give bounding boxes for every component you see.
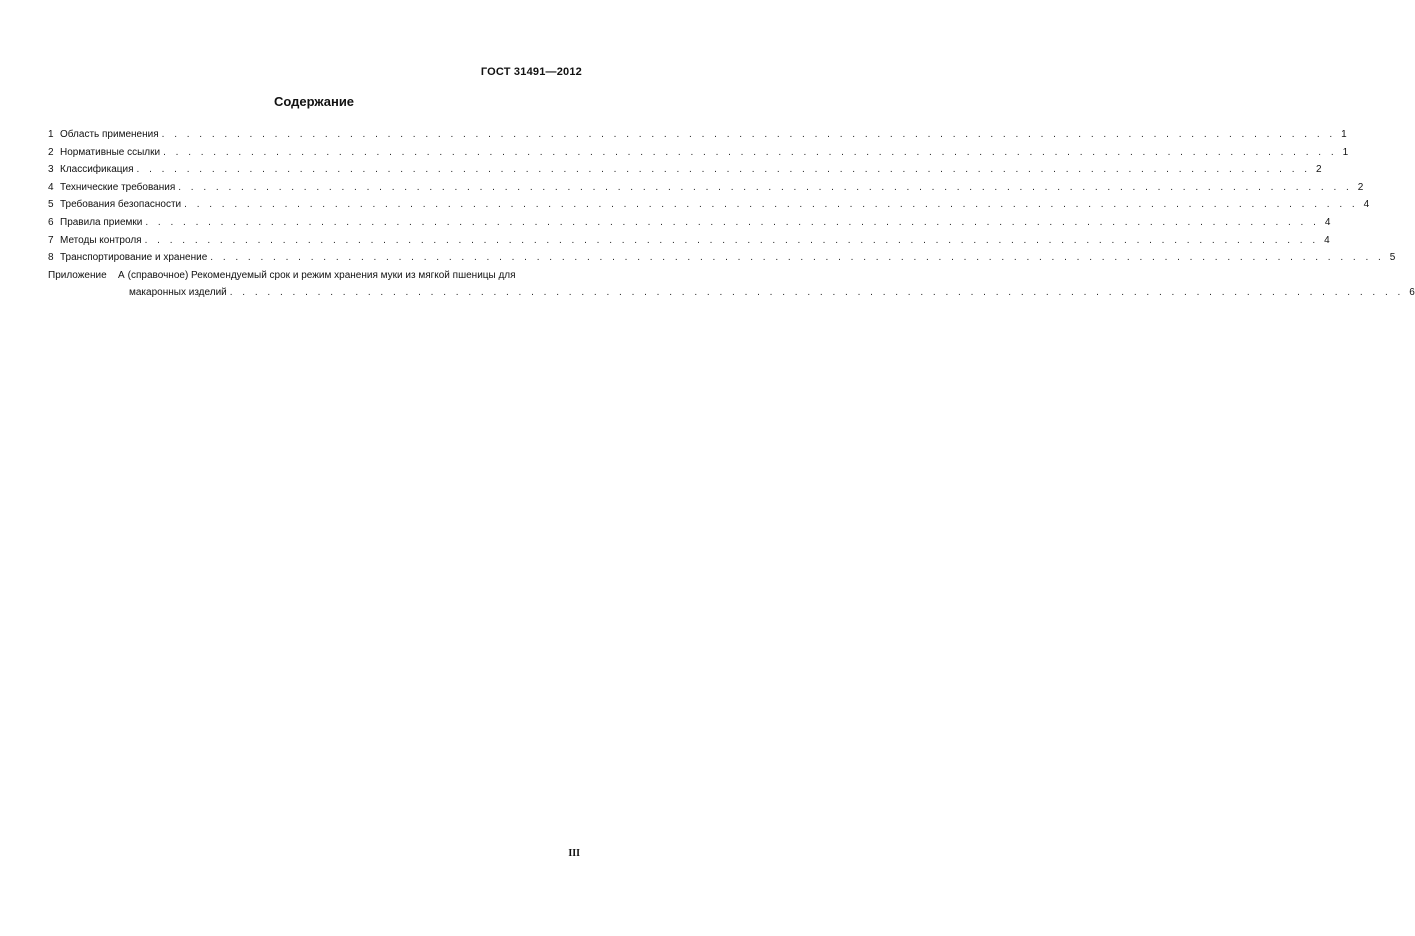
toc-entry-number: 3: [48, 164, 54, 176]
toc-entry-page: 5: [1389, 252, 1396, 264]
table-of-contents: [48, 126, 1415, 302]
toc-entry-number: 8: [48, 252, 54, 264]
toc-dot-leader: . . . . . . . . . . . . . . . . . . . . . . . . . . . . . . . . . . . . . . . . . . . . . . . . . . . . . . . . . . . . . . . . . . . . . . . . . . . . . . . . . . . . . . . . . . . . . .: [229, 287, 1404, 299]
toc-entry-page: 1: [1342, 146, 1349, 158]
toc-dot-leader: . . . . . . . . . . . . . . . . . . . . . . . . . . . . . . . . . . . . . . . . . . . . . . . . . . . . . . . . . . . . . . . . . . . . . . . . . . . . . . . . . . . . . . . . . . . . . .: [163, 146, 1338, 158]
toc-entry-page: 4: [1324, 234, 1330, 246]
toc-title: Содержание: [273, 94, 355, 109]
toc-appendix-continuation[interactable]: [48, 284, 1415, 302]
toc-entry-title: Нормативные ссылки: [60, 146, 161, 158]
toc-entry-number: 6: [48, 216, 54, 228]
toc-entry[interactable]: [48, 144, 1349, 162]
appendix-title-line1: (справочное) Рекомендуемый срок и режим хранения муки из мягкой пшеницы для: [127, 269, 516, 281]
toc-entry[interactable]: [48, 249, 1396, 267]
toc-dot-leader: . . . . . . . . . . . . . . . . . . . . . . . . . . . . . . . . . . . . . . . . . . . . . . . . . . . . . . . . . . . . . . . . . . . . . . . . . . . . . . . . . . . . . . . . . . . . . .: [210, 252, 1385, 264]
toc-entry-page: 2: [1357, 181, 1364, 193]
appendix-letter: А: [118, 269, 125, 281]
toc-entry[interactable]: [48, 161, 1322, 179]
toc-entry-page: 4: [1363, 199, 1370, 211]
toc-entry-title: Область применения: [60, 129, 159, 140]
toc-dot-leader: . . . . . . . . . . . . . . . . . . . . . . . . . . . . . . . . . . . . . . . . . . . . . . . . . . . . . . . . . . . . . . . . . . . . . . . . . . . . . . . . . . . . . . . . . . . . . .: [136, 164, 1311, 176]
toc-entry-page: 4: [1324, 216, 1331, 228]
appendix-page: 6: [1409, 287, 1415, 299]
toc-entry-page: 2: [1316, 164, 1322, 176]
toc-dot-leader: . . . . . . . . . . . . . . . . . . . . . . . . . . . . . . . . . . . . . . . . . . . . . . . . . . . . . . . . . . . . . . . . . . . . . . . . . . . . . . . . . . . . . . . . . . . . . .: [145, 216, 1320, 228]
toc-dot-leader: . . . . . . . . . . . . . . . . . . . . . . . . . . . . . . . . . . . . . . . . . . . . . . . . . . . . . . . . . . . . . . . . . . . . . . . . . . . . . . . . . . . . . . . . . . . . . .: [144, 234, 1319, 246]
toc-entry-page: 1: [1341, 129, 1347, 140]
toc-appendix-entry[interactable]: [48, 267, 583, 285]
toc-entry-title: Транспортирование и хранение: [60, 252, 208, 264]
toc-entry-title: Правила приемки: [60, 216, 143, 228]
toc-entry-number: 4: [48, 181, 54, 193]
appendix-title-line2: макаронных изделий: [129, 287, 227, 299]
toc-entry[interactable]: [48, 126, 1347, 144]
toc-entry[interactable]: [48, 179, 1364, 197]
toc-entry[interactable]: [48, 196, 1370, 214]
toc-entry-number: 7: [48, 234, 54, 246]
toc-dot-leader: . . . . . . . . . . . . . . . . . . . . . . . . . . . . . . . . . . . . . . . . . . . . . . . . . . . . . . . . . . . . . . . . . . . . . . . . . . . . . . . . . . . . . . . . . . . . . .: [161, 129, 1336, 140]
toc-dot-leader: . . . . . . . . . . . . . . . . . . . . . . . . . . . . . . . . . . . . . . . . . . . . . . . . . . . . . . . . . . . . . . . . . . . . . . . . . . . . . . . . . . . . . . . . . . . . . .: [184, 199, 1359, 211]
toc-entry-title: Методы контроля: [60, 234, 142, 246]
toc-entry-number: 1: [48, 129, 54, 140]
toc-entry[interactable]: [48, 214, 1331, 232]
toc-entry-number: 2: [48, 146, 54, 158]
toc-entry-title: Требования безопасности: [60, 199, 182, 211]
page-number-roman: III: [568, 848, 580, 859]
toc-entry-number: 5: [48, 199, 54, 211]
toc-entry[interactable]: [48, 232, 1330, 250]
toc-entry-title: Классификация: [60, 164, 134, 176]
toc-dot-leader: . . . . . . . . . . . . . . . . . . . . . . . . . . . . . . . . . . . . . . . . . . . . . . . . . . . . . . . . . . . . . . . . . . . . . . . . . . . . . . . . . . . . . . . . . . . . . .: [178, 181, 1353, 193]
appendix-prefix: Приложение: [48, 269, 107, 281]
document-code: ГОСТ 31491—2012: [480, 66, 582, 78]
toc-entry-title: Технические требования: [60, 181, 176, 193]
